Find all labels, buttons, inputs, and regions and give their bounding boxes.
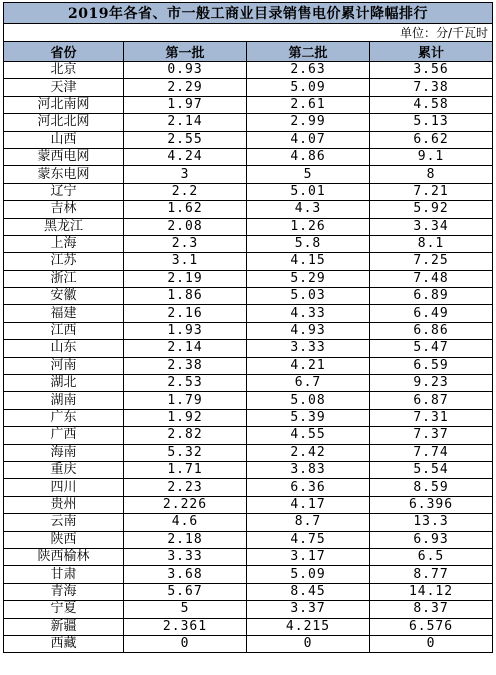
table-row	[4, 392, 493, 409]
batch-2-cell: 3.37	[247, 601, 370, 618]
table-row	[4, 548, 493, 565]
table-row	[4, 305, 493, 322]
batch-1-cell: 2.16	[124, 305, 247, 322]
batch-2-cell: 3.83	[247, 461, 370, 478]
batch-2-cell: 5.03	[247, 288, 370, 305]
total-cell: 7.31	[370, 409, 493, 426]
batch-1-cell: 1.97	[124, 96, 247, 113]
batch-1-cell: 3.68	[124, 566, 247, 583]
table-row	[4, 340, 493, 357]
table-row	[4, 444, 493, 461]
total-cell: 3.34	[370, 218, 493, 235]
total-cell: 6.576	[370, 618, 493, 635]
province-cell: 贵州	[4, 496, 124, 513]
total-cell: 6.59	[370, 357, 493, 374]
batch-1-cell: 2.14	[124, 340, 247, 357]
province-cell: 广西	[4, 427, 124, 444]
batch-1-cell: 2.38	[124, 357, 247, 374]
batch-1-cell: 3.33	[124, 548, 247, 565]
table-row	[4, 357, 493, 374]
total-cell: 5.92	[370, 201, 493, 218]
batch-1-cell: 1.79	[124, 392, 247, 409]
table-row	[4, 479, 493, 496]
total-cell: 0	[370, 635, 493, 652]
total-cell: 6.62	[370, 131, 493, 148]
province-cell: 辽宁	[4, 183, 124, 200]
province-cell: 北京	[4, 62, 124, 79]
total-cell: 6.89	[370, 288, 493, 305]
province-cell: 福建	[4, 305, 124, 322]
province-cell: 甘肃	[4, 566, 124, 583]
total-cell: 6.396	[370, 496, 493, 513]
table-row	[4, 427, 493, 444]
batch-2-cell: 2.99	[247, 114, 370, 131]
header-batch-2: 第二批	[247, 42, 370, 62]
province-cell: 河北北网	[4, 114, 124, 131]
table-row	[4, 79, 493, 96]
table-row	[4, 322, 493, 339]
table-row	[4, 253, 493, 270]
batch-2-cell: 4.55	[247, 427, 370, 444]
batch-2-cell: 8.7	[247, 514, 370, 531]
province-cell: 四川	[4, 479, 124, 496]
header-total: 累计	[370, 42, 493, 62]
table-row	[4, 531, 493, 548]
province-cell: 广东	[4, 409, 124, 426]
table-row	[4, 166, 493, 183]
table-row	[4, 601, 493, 618]
total-cell: 6.5	[370, 548, 493, 565]
batch-2-cell: 2.42	[247, 444, 370, 461]
table-row	[4, 375, 493, 392]
batch-2-cell: 5.09	[247, 79, 370, 96]
province-cell: 新疆	[4, 618, 124, 635]
total-cell: 7.21	[370, 183, 493, 200]
total-cell: 9.1	[370, 148, 493, 165]
batch-2-cell: 4.93	[247, 322, 370, 339]
total-cell: 5.54	[370, 461, 493, 478]
batch-2-cell: 5	[247, 166, 370, 183]
table-row	[4, 183, 493, 200]
province-cell: 天津	[4, 79, 124, 96]
total-cell: 3.56	[370, 62, 493, 79]
batch-1-cell: 0	[124, 635, 247, 652]
province-cell: 宁夏	[4, 601, 124, 618]
batch-1-cell: 2.19	[124, 270, 247, 287]
table-row	[4, 148, 493, 165]
total-cell: 5.13	[370, 114, 493, 131]
header-batch-1: 第一批	[124, 42, 247, 62]
batch-2-cell: 5.39	[247, 409, 370, 426]
batch-2-cell: 8.45	[247, 583, 370, 600]
batch-1-cell: 5	[124, 601, 247, 618]
batch-2-cell: 5.01	[247, 183, 370, 200]
batch-1-cell: 2.226	[124, 496, 247, 513]
province-cell: 山西	[4, 131, 124, 148]
batch-2-cell: 5.08	[247, 392, 370, 409]
batch-1-cell: 1.93	[124, 322, 247, 339]
total-cell: 13.3	[370, 514, 493, 531]
batch-2-cell: 2.61	[247, 96, 370, 113]
province-cell: 陕西	[4, 531, 124, 548]
unit-row	[4, 24, 493, 42]
batch-2-cell: 4.07	[247, 131, 370, 148]
batch-2-cell: 4.17	[247, 496, 370, 513]
batch-1-cell: 2.3	[124, 235, 247, 252]
province-cell: 蒙东电网	[4, 166, 124, 183]
batch-2-cell: 4.75	[247, 531, 370, 548]
province-cell: 河南	[4, 357, 124, 374]
province-cell: 蒙西电网	[4, 148, 124, 165]
batch-2-cell: 4.33	[247, 305, 370, 322]
total-cell: 6.86	[370, 322, 493, 339]
province-cell: 安徽	[4, 288, 124, 305]
batch-2-cell: 3.33	[247, 340, 370, 357]
table-row	[4, 218, 493, 235]
table-title: 2019年各省、市一般工商业目录销售电价累计降幅排行	[4, 3, 493, 24]
table-row	[4, 235, 493, 252]
batch-1-cell: 2.08	[124, 218, 247, 235]
province-cell: 西藏	[4, 635, 124, 652]
table-row	[4, 514, 493, 531]
batch-2-cell: 4.86	[247, 148, 370, 165]
province-cell: 黑龙江	[4, 218, 124, 235]
batch-1-cell: 5.32	[124, 444, 247, 461]
total-cell: 8.77	[370, 566, 493, 583]
header-row	[4, 42, 493, 62]
province-cell: 重庆	[4, 461, 124, 478]
batch-2-cell: 4.15	[247, 253, 370, 270]
province-cell: 湖北	[4, 375, 124, 392]
price-reduction-sheet	[3, 2, 492, 653]
batch-2-cell: 6.36	[247, 479, 370, 496]
table-row	[4, 288, 493, 305]
total-cell: 7.25	[370, 253, 493, 270]
batch-1-cell: 2.82	[124, 427, 247, 444]
province-cell: 上海	[4, 235, 124, 252]
batch-1-cell: 2.29	[124, 79, 247, 96]
batch-2-cell: 0	[247, 635, 370, 652]
batch-2-cell: 4.3	[247, 201, 370, 218]
table-row	[4, 270, 493, 287]
table-row	[4, 635, 493, 652]
table-row	[4, 96, 493, 113]
unit-label: 单位：分/千瓦时	[4, 24, 493, 42]
header-province: 省份	[4, 42, 124, 62]
batch-2-cell: 5.09	[247, 566, 370, 583]
table-row	[4, 566, 493, 583]
total-cell: 6.49	[370, 305, 493, 322]
province-cell: 山东	[4, 340, 124, 357]
total-cell: 8.59	[370, 479, 493, 496]
total-cell: 6.93	[370, 531, 493, 548]
batch-1-cell: 2.14	[124, 114, 247, 131]
province-cell: 浙江	[4, 270, 124, 287]
table-row	[4, 583, 493, 600]
batch-2-cell: 3.17	[247, 548, 370, 565]
batch-2-cell: 6.7	[247, 375, 370, 392]
table-row	[4, 131, 493, 148]
province-cell: 吉林	[4, 201, 124, 218]
table-row	[4, 618, 493, 635]
batch-1-cell: 2.23	[124, 479, 247, 496]
total-cell: 14.12	[370, 583, 493, 600]
batch-1-cell: 1.71	[124, 461, 247, 478]
batch-1-cell: 5.67	[124, 583, 247, 600]
batch-2-cell: 4.21	[247, 357, 370, 374]
total-cell: 6.87	[370, 392, 493, 409]
total-cell: 7.74	[370, 444, 493, 461]
batch-2-cell: 4.215	[247, 618, 370, 635]
batch-1-cell: 3.1	[124, 253, 247, 270]
total-cell: 8.37	[370, 601, 493, 618]
table-body	[4, 62, 493, 653]
batch-1-cell: 2.361	[124, 618, 247, 635]
batch-1-cell: 2.18	[124, 531, 247, 548]
total-cell: 7.48	[370, 270, 493, 287]
batch-2-cell: 5.8	[247, 235, 370, 252]
total-cell: 8.1	[370, 235, 493, 252]
total-cell: 9.23	[370, 375, 493, 392]
batch-2-cell: 2.63	[247, 62, 370, 79]
batch-1-cell: 1.86	[124, 288, 247, 305]
total-cell: 5.47	[370, 340, 493, 357]
province-cell: 江西	[4, 322, 124, 339]
total-cell: 7.38	[370, 79, 493, 96]
batch-2-cell: 5.29	[247, 270, 370, 287]
batch-2-cell: 1.26	[247, 218, 370, 235]
province-cell: 海南	[4, 444, 124, 461]
province-cell: 青海	[4, 583, 124, 600]
batch-1-cell: 4.6	[124, 514, 247, 531]
batch-1-cell: 2.2	[124, 183, 247, 200]
price-reduction-table	[3, 2, 493, 653]
batch-1-cell: 3	[124, 166, 247, 183]
total-cell: 7.37	[370, 427, 493, 444]
batch-1-cell: 1.62	[124, 201, 247, 218]
batch-1-cell: 4.24	[124, 148, 247, 165]
table-row	[4, 201, 493, 218]
total-cell: 8	[370, 166, 493, 183]
province-cell: 湖南	[4, 392, 124, 409]
province-cell: 云南	[4, 514, 124, 531]
province-cell: 江苏	[4, 253, 124, 270]
province-cell: 陕西榆林	[4, 548, 124, 565]
table-row	[4, 461, 493, 478]
batch-1-cell: 2.53	[124, 375, 247, 392]
table-row	[4, 496, 493, 513]
table-row	[4, 114, 493, 131]
batch-1-cell: 1.92	[124, 409, 247, 426]
table-row	[4, 409, 493, 426]
total-cell: 4.58	[370, 96, 493, 113]
batch-1-cell: 2.55	[124, 131, 247, 148]
province-cell: 河北南网	[4, 96, 124, 113]
batch-1-cell: 0.93	[124, 62, 247, 79]
title-row	[4, 3, 493, 24]
table-row	[4, 62, 493, 79]
